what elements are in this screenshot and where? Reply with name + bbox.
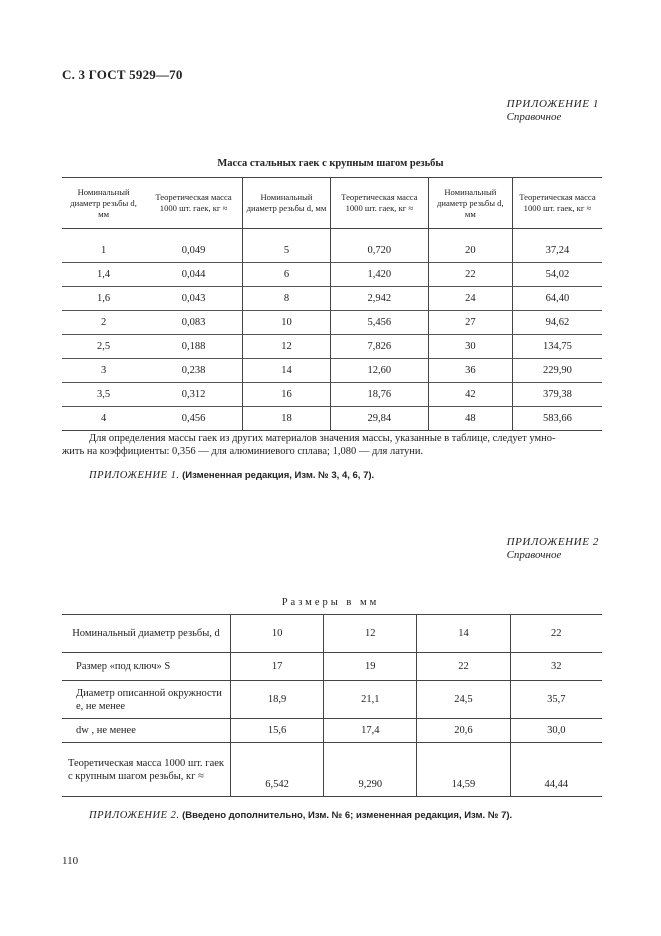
table-cell: 10 [231, 615, 324, 653]
appendix1-label [507, 98, 599, 124]
table-cell: 16 [242, 383, 330, 407]
table-cell: 20,6 [417, 719, 510, 743]
appendix1-name: ПРИЛОЖЕНИЕ 1 [506, 98, 599, 110]
table-cell: 3,5 [62, 383, 145, 407]
appendix2-kind: Справочное [506, 549, 562, 561]
appendix2-name: ПРИЛОЖЕНИЕ 2 [506, 536, 599, 548]
table-cell: 1,4 [62, 263, 145, 287]
table-row [62, 287, 602, 311]
table-row [62, 681, 602, 719]
table-header-row [62, 178, 602, 229]
table-cell: 583,66 [512, 407, 602, 431]
table-row [62, 653, 602, 681]
table-cell: 379,38 [512, 383, 602, 407]
page-number: 110 [62, 855, 79, 867]
table-cell: 2,942 [330, 287, 428, 311]
row-label: Теоретическая масса 1000 шт. гаек с крупным шагом резьбы, кг ≈ [62, 743, 231, 797]
table-cell: 29,84 [330, 407, 428, 431]
table-cell: 44,44 [510, 743, 602, 797]
table-cell: 14,59 [417, 743, 510, 797]
table-cell: 17,4 [324, 719, 417, 743]
table-row [62, 743, 602, 797]
row-label: dw , не менее [62, 719, 231, 743]
table-cell: 14 [417, 615, 510, 653]
table-cell: 0,188 [145, 335, 242, 359]
appendix2-reference [89, 810, 512, 821]
table-cell: 20 [428, 239, 512, 263]
dimensions-table [62, 614, 602, 797]
table-cell: 1 [62, 239, 145, 263]
table-cell: 12,60 [330, 359, 428, 383]
table-cell: 21,1 [324, 681, 417, 719]
table-cell: 18,76 [330, 383, 428, 407]
table-cell: 5,456 [330, 311, 428, 335]
table-cell: 2,5 [62, 335, 145, 359]
table-cell: 3 [62, 359, 145, 383]
table-cell: 7,826 [330, 335, 428, 359]
table-cell: 1,6 [62, 287, 145, 311]
table-cell: 24 [428, 287, 512, 311]
table-cell: 48 [428, 407, 512, 431]
table-cell: 30,0 [510, 719, 602, 743]
row-label: Размер «под ключ» S [62, 653, 231, 681]
table-row [62, 359, 602, 383]
note-text-line1: Для определения массы гаек из других материалов значения массы, указанные в таблице, следует умно- [89, 433, 556, 444]
table-cell: 19 [324, 653, 417, 681]
reference-name: ПРИЛОЖЕНИЕ 1. [89, 470, 180, 481]
page-header: С. 3 ГОСТ 5929—70 [62, 67, 183, 82]
column-header: Номинальный диаметр резьбы d, мм [242, 178, 330, 229]
table-cell: 9,290 [324, 743, 417, 797]
table-body [62, 615, 602, 797]
table-row [62, 719, 602, 743]
table-cell: 0,044 [145, 263, 242, 287]
table-cell: 27 [428, 311, 512, 335]
table-body [62, 229, 602, 431]
reference-text: (Введено дополнительно, Изм. № 6; измененная редакция, Изм. № 7). [182, 810, 513, 821]
table-cell: 0,049 [145, 239, 242, 263]
column-header: Номинальный диаметр резьбы d, мм [62, 178, 145, 229]
table-cell: 6,542 [231, 743, 324, 797]
table-cell: 22 [417, 653, 510, 681]
table-cell: 5 [242, 239, 330, 263]
appendix1-kind: Справочное [506, 111, 562, 123]
table2-title: Размеры в мм [281, 597, 380, 608]
table-cell: 0,312 [145, 383, 242, 407]
table-row [62, 311, 602, 335]
table-cell: 42 [428, 383, 512, 407]
table-row [62, 383, 602, 407]
table-cell: 22 [510, 615, 602, 653]
table-row [62, 335, 602, 359]
table-cell: 0,238 [145, 359, 242, 383]
row-label: Номинальный диаметр резьбы, d [62, 615, 231, 653]
table-row [62, 615, 602, 653]
table-row [62, 263, 602, 287]
table-cell: 36 [428, 359, 512, 383]
table-cell: 22 [428, 263, 512, 287]
table1-title: Масса стальных гаек с крупным шагом резьбы [217, 158, 444, 169]
note-text-line2: жить на коэффициенты: 0,356 — для алюминиевого сплава; 1,080 — для латуни. [62, 446, 424, 457]
table-cell: 54,02 [512, 263, 602, 287]
nut-mass-table [62, 177, 602, 431]
table-cell: 15,6 [231, 719, 324, 743]
table-row [62, 407, 602, 431]
table-cell: 4 [62, 407, 145, 431]
table-cell: 12 [324, 615, 417, 653]
appendix2-label [507, 536, 599, 562]
table-cell: 8 [242, 287, 330, 311]
reference-text: (Измененная редакция, Изм. № 3, 4, 6, 7). [182, 470, 375, 481]
table-cell: 229,90 [512, 359, 602, 383]
appendix1-reference [89, 470, 374, 481]
table-cell: 1,420 [330, 263, 428, 287]
table-cell: 14 [242, 359, 330, 383]
table-cell: 2 [62, 311, 145, 335]
column-header: Теоретическая масса 1000 шт. гаек, кг ≈ [145, 178, 242, 229]
table-cell: 17 [231, 653, 324, 681]
table-cell: 6 [242, 263, 330, 287]
table-cell: 64,40 [512, 287, 602, 311]
column-header: Номинальный диаметр резьбы d, мм [428, 178, 512, 229]
row-label: Диаметр описанной окружности e, не менее [62, 681, 231, 719]
table-cell: 24,5 [417, 681, 510, 719]
table-cell: 35,7 [510, 681, 602, 719]
table-cell: 0,043 [145, 287, 242, 311]
column-header: Теоретическая масса 1000 шт. гаек, кг ≈ [330, 178, 428, 229]
table-cell: 32 [510, 653, 602, 681]
table-cell: 18 [242, 407, 330, 431]
table-cell: 12 [242, 335, 330, 359]
table-row [62, 239, 602, 263]
table-cell: 30 [428, 335, 512, 359]
table-cell: 134,75 [512, 335, 602, 359]
reference-name: ПРИЛОЖЕНИЕ 2. [89, 810, 180, 821]
table-cell: 94,62 [512, 311, 602, 335]
table-cell: 10 [242, 311, 330, 335]
table-cell: 0,083 [145, 311, 242, 335]
table-cell: 18,9 [231, 681, 324, 719]
column-header: Теоретическая масса 1000 шт. гаек, кг ≈ [512, 178, 602, 229]
table-cell: 37,24 [512, 239, 602, 263]
table-cell: 0,456 [145, 407, 242, 431]
table-cell: 0,720 [330, 239, 428, 263]
